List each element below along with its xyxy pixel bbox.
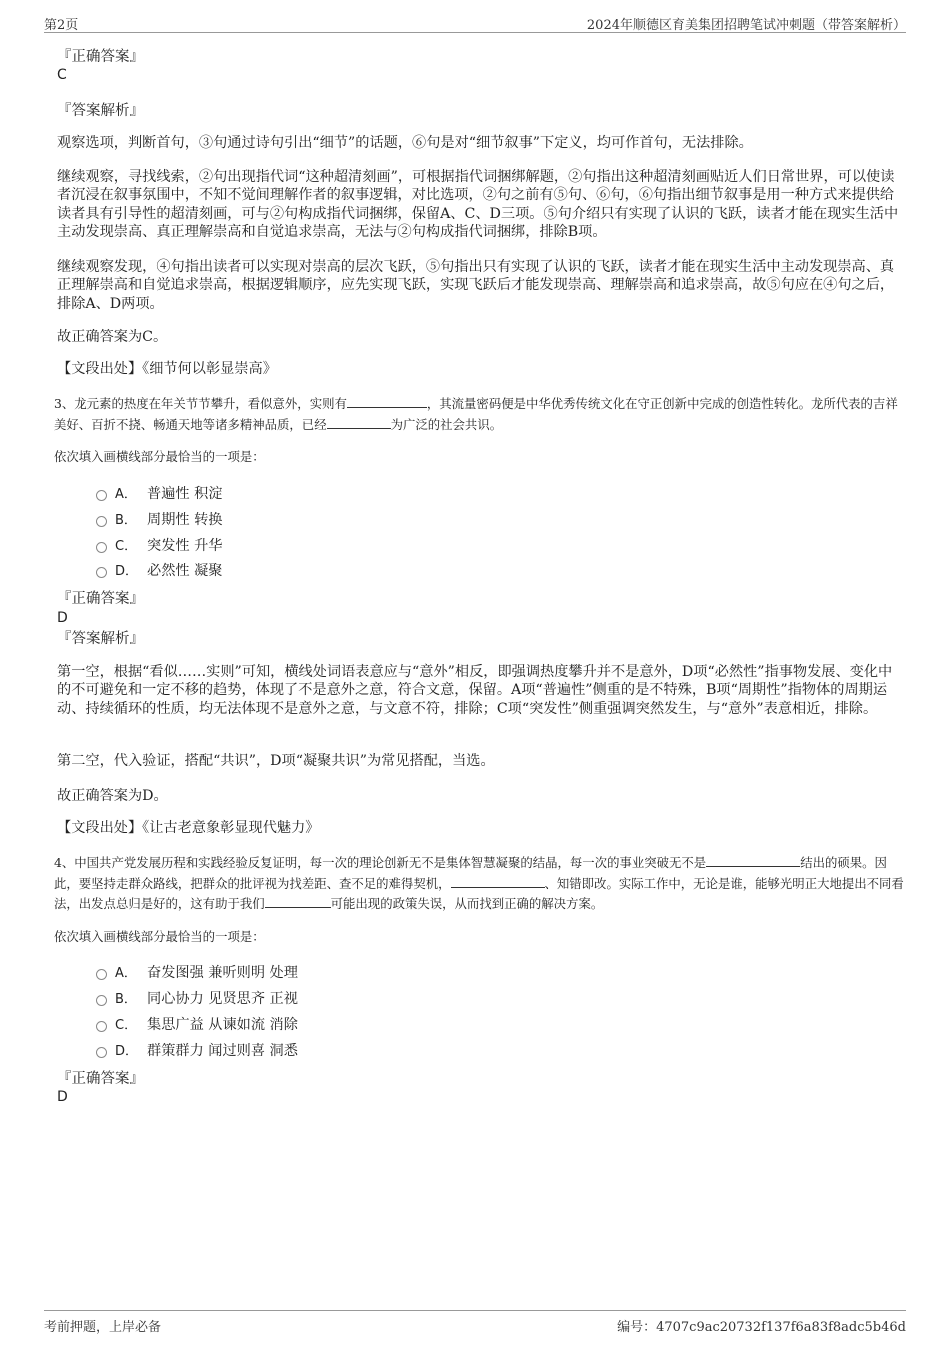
q4-option-d[interactable]: D． 群策群力 闻过则喜 洞悉 xyxy=(96,1042,298,1061)
q3-analysis-p2: 第二空，代入验证，搭配“共识”，D项“凝聚共识”为常见搭配，当选。 xyxy=(57,753,495,769)
q4-answer-label: 『正确答案』 xyxy=(57,1071,144,1087)
q3-blank-2 xyxy=(327,416,391,429)
radio-icon[interactable] xyxy=(96,567,107,578)
q3-analysis-label: 『答案解析』 xyxy=(57,631,144,647)
q4-option-b[interactable]: B． 同心协力 见贤思齐 正视 xyxy=(96,990,298,1009)
q3-option-a[interactable]: A． 普遍性 积淀 xyxy=(96,485,222,504)
radio-icon[interactable] xyxy=(96,1047,107,1058)
q4-option-c[interactable]: C． 集思广益 从谏如流 消除 xyxy=(96,1016,298,1035)
footer-slogan: 考前押题，上岸必备 xyxy=(44,1320,162,1335)
q2-conclusion: 故正确答案为C。 xyxy=(57,329,168,345)
q2-analysis-p3: 继续观察发现，④句指出读者可以实现对崇高的层次飞跃，⑤句指出只有实现了认识的飞跃，读者才能在现实生活中主动发现崇高、真正理解崇高和自觉追求崇高，根据逻辑顺序，应先实现飞跃，实现飞跃后才能发现崇高、理解崇高和追求崇高，故⑤句应在④句之后，排除A、D两项。 xyxy=(57,259,895,312)
q3-option-c[interactable]: C． 突发性 升华 xyxy=(96,537,222,556)
q4-option-a[interactable]: A． 奋发图强 兼听则明 处理 xyxy=(96,964,298,983)
q2-analysis-p2: 继续观察，寻找线索，②句出现指代词“这种超清刻画”，可根据指代词捆绑解题，②句指出这种超清刻画贴近人们日常世界，可以使读者沉浸在叙事氛围中，不知不觉间理解作者的叙事逻辑，对比选项，②句之前有⑤句、⑥句，⑥句指出细节叙事是用一种方式来提供给读者具有引导性的超清刻画，可与②句构成指代词捆绑，保留A、C、D三项。⑤句介绍只有实现了认识的飞跃，读者才能在现实生活中主动发现崇高、真正理解崇高和自觉追求崇高，无法与②句构成指代词捆绑，排除B项。 xyxy=(57,169,899,240)
q3-answer-label: 『正确答案』 xyxy=(57,591,144,607)
q2-analysis-label: 『答案解析』 xyxy=(57,103,144,119)
q3-option-b[interactable]: B． 周期性 转换 xyxy=(96,511,222,530)
q3-conclusion: 故正确答案为D。 xyxy=(57,788,168,804)
radio-icon[interactable] xyxy=(96,490,107,501)
q2-source: 【文段出处】《细节何以彰显崇高》 xyxy=(57,361,277,377)
page-number: 第2页 xyxy=(44,18,79,33)
document-title: 2024年顺德区育美集团招聘笔试冲刺题（带答案解析） xyxy=(586,18,906,33)
q2-answer: C xyxy=(57,67,67,83)
q4-blank-2 xyxy=(451,875,545,888)
q2-answer-label: 『正确答案』 xyxy=(57,49,144,65)
q3-analysis-p1: 第一空，根据“看似……实则”可知，横线处词语表意应与“意外”相反，即强调热度攀升并不是意外，D项“必然性”指事物发展、变化中的不可避免和一定不移的趋势，体现了不是意外之意，符合文意，保留。A项“普遍性”侧重的是不特殊，B项“周期性”指物体的周期运动、持续循环的性质，均无法体现不是意外之意，与文意不符，排除；C项“突发性”侧重强调突然发生，与“意外”表意相近，排除。 xyxy=(57,664,893,717)
q4-answer: D xyxy=(57,1089,68,1105)
radio-icon[interactable] xyxy=(96,1021,107,1032)
q4-stem: 4、中国共产党发展历程和实践经验反复证明，每一次的理论创新无不是集体智慧凝聚的结晶，每一次的事业突破无不是 结出的硕果。因此，要坚持走群众路线，把群众的批评视为找差距、查不足的难得契机， 、知错即改。实际工作中，无论是谁，能够光明正大地提出不同看法，出发点总归是好的，这有助于我们 可能出现的政策失误，从而找到正确的解决方案。 xyxy=(54,855,904,911)
q4-blank-1 xyxy=(706,854,800,867)
q3-source: 【文段出处】《让古老意象彰显现代魅力》 xyxy=(57,820,320,836)
radio-icon[interactable] xyxy=(96,969,107,980)
radio-icon[interactable] xyxy=(96,542,107,553)
q3-option-d[interactable]: D． 必然性 凝聚 xyxy=(96,562,222,581)
radio-icon[interactable] xyxy=(96,995,107,1006)
document-code: 编号：4707c9ac20732f137f6a83f8adc5b46d xyxy=(617,1320,906,1335)
page-header xyxy=(44,14,906,33)
q4-blank-3 xyxy=(265,895,331,908)
page-footer xyxy=(44,1310,906,1335)
q3-blank-1 xyxy=(347,395,427,408)
q3-instruction: 依次填入画横线部分最恰当的一项是： xyxy=(54,449,265,464)
radio-icon[interactable] xyxy=(96,516,107,527)
q4-instruction: 依次填入画横线部分最恰当的一项是： xyxy=(54,929,265,944)
q2-analysis-p1: 观察选项，判断首句，③句通过诗句引出“细节”的话题，⑥句是对“细节叙事”下定义，均可作首句，无法排除。 xyxy=(57,135,753,151)
q3-answer: D xyxy=(57,610,68,626)
q3-stem: 3、龙元素的热度在年关节节攀升，看似意外，实则有 ，其流量密码便是中华优秀传统文化在守正创新中完成的创造性转化。龙所代表的吉祥美好、百折不挠、畅通天地等诸多精神品质，已经 为广泛的社会共识。 xyxy=(54,396,898,432)
